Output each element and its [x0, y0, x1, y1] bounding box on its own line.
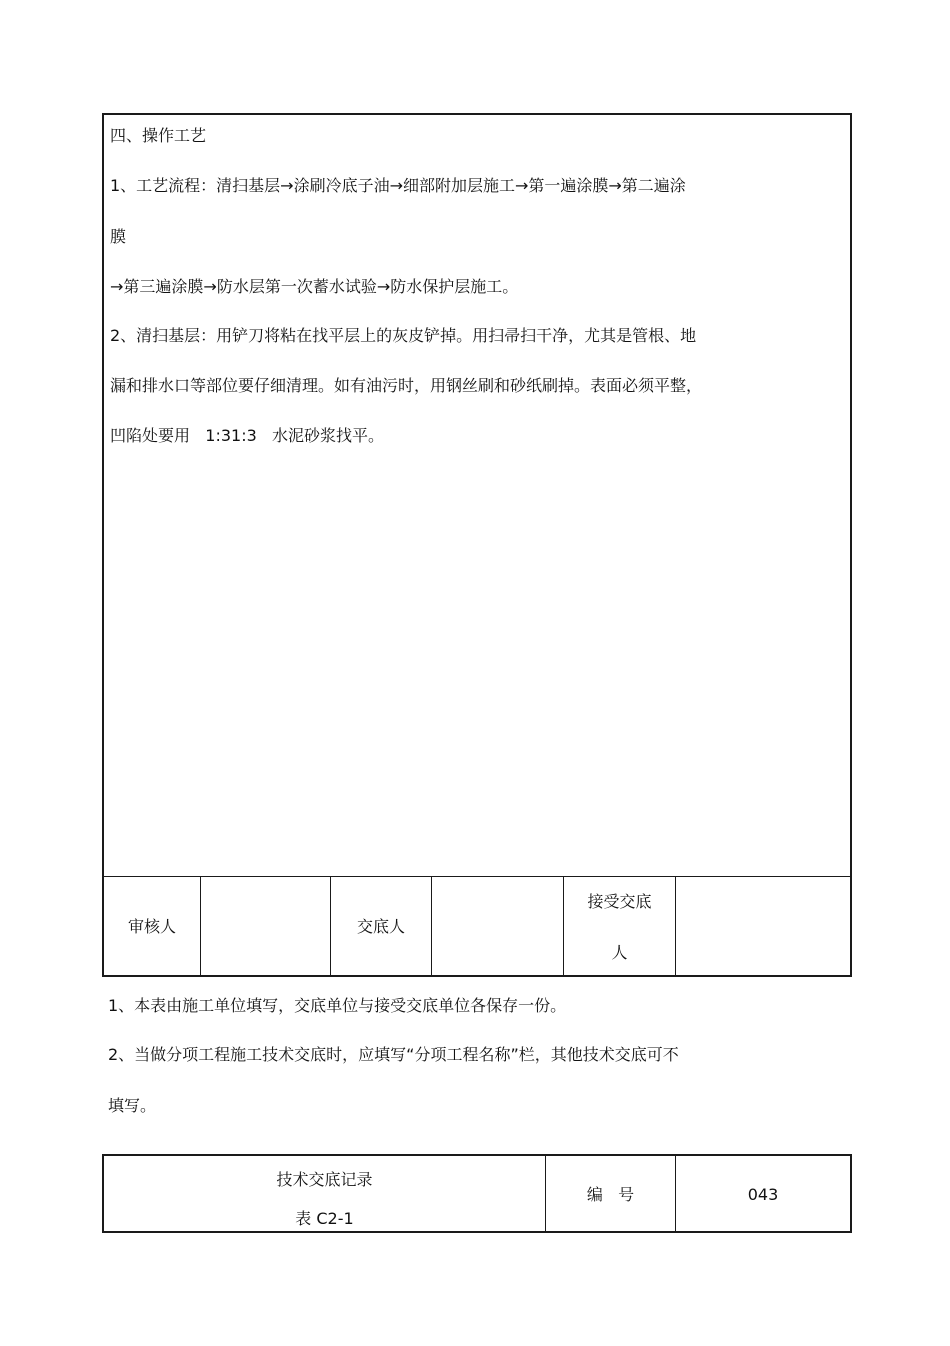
note-1: 1、本表由施工单位填写，交底单位与接受交底单位各保存一份。 — [108, 996, 567, 1015]
note-3: 填写。 — [108, 1096, 157, 1115]
form-code: 表 C2-1 — [295, 1209, 354, 1228]
signature-row-divider — [103, 876, 851, 877]
cleaning-line-3: 凹陷处要用 1:31:3 水泥砂浆找平。 — [110, 426, 385, 445]
section-heading: 四、操作工艺 — [110, 126, 207, 145]
reviewer-label: 审核人 — [127, 917, 176, 936]
col-divider-1 — [200, 877, 201, 976]
form-title: 技术交底记录 — [276, 1170, 373, 1189]
process-line-3: →第三遍涂膜→防水层第一次蓄水试验→防水保护层施工。 — [110, 277, 519, 296]
process-line-1: 1、工艺流程：清扫基层→涂刷冷底子油→细部附加层施工→第一遍涂膜→第二遍涂 — [110, 176, 686, 195]
cleaning-line-1: 2、清扫基层：用铲刀将粘在找平层上的灰皮铲掉。用扫帚扫干净，尤其是管根、地 — [110, 326, 697, 345]
process-line-2: 膜 — [110, 227, 127, 246]
note-2: 2、当做分项工程施工技术交底时，应填写“分项工程名称”栏，其他技术交底可不 — [108, 1045, 679, 1064]
receiver-label-line2: 人 — [611, 943, 628, 962]
number-value: 043 — [747, 1185, 779, 1204]
presenter-label: 交底人 — [356, 917, 405, 936]
col-divider-5 — [675, 877, 676, 976]
receiver-label-line1: 接受交底 — [587, 892, 652, 911]
number-label: 编 号 — [586, 1185, 635, 1204]
main-table — [102, 113, 852, 977]
cleaning-line-2: 漏和排水口等部位要仔细清理。如有油污时，用钢丝刷和砂纸刷掉。表面必须平整， — [110, 376, 703, 395]
col-divider-3 — [431, 877, 432, 976]
